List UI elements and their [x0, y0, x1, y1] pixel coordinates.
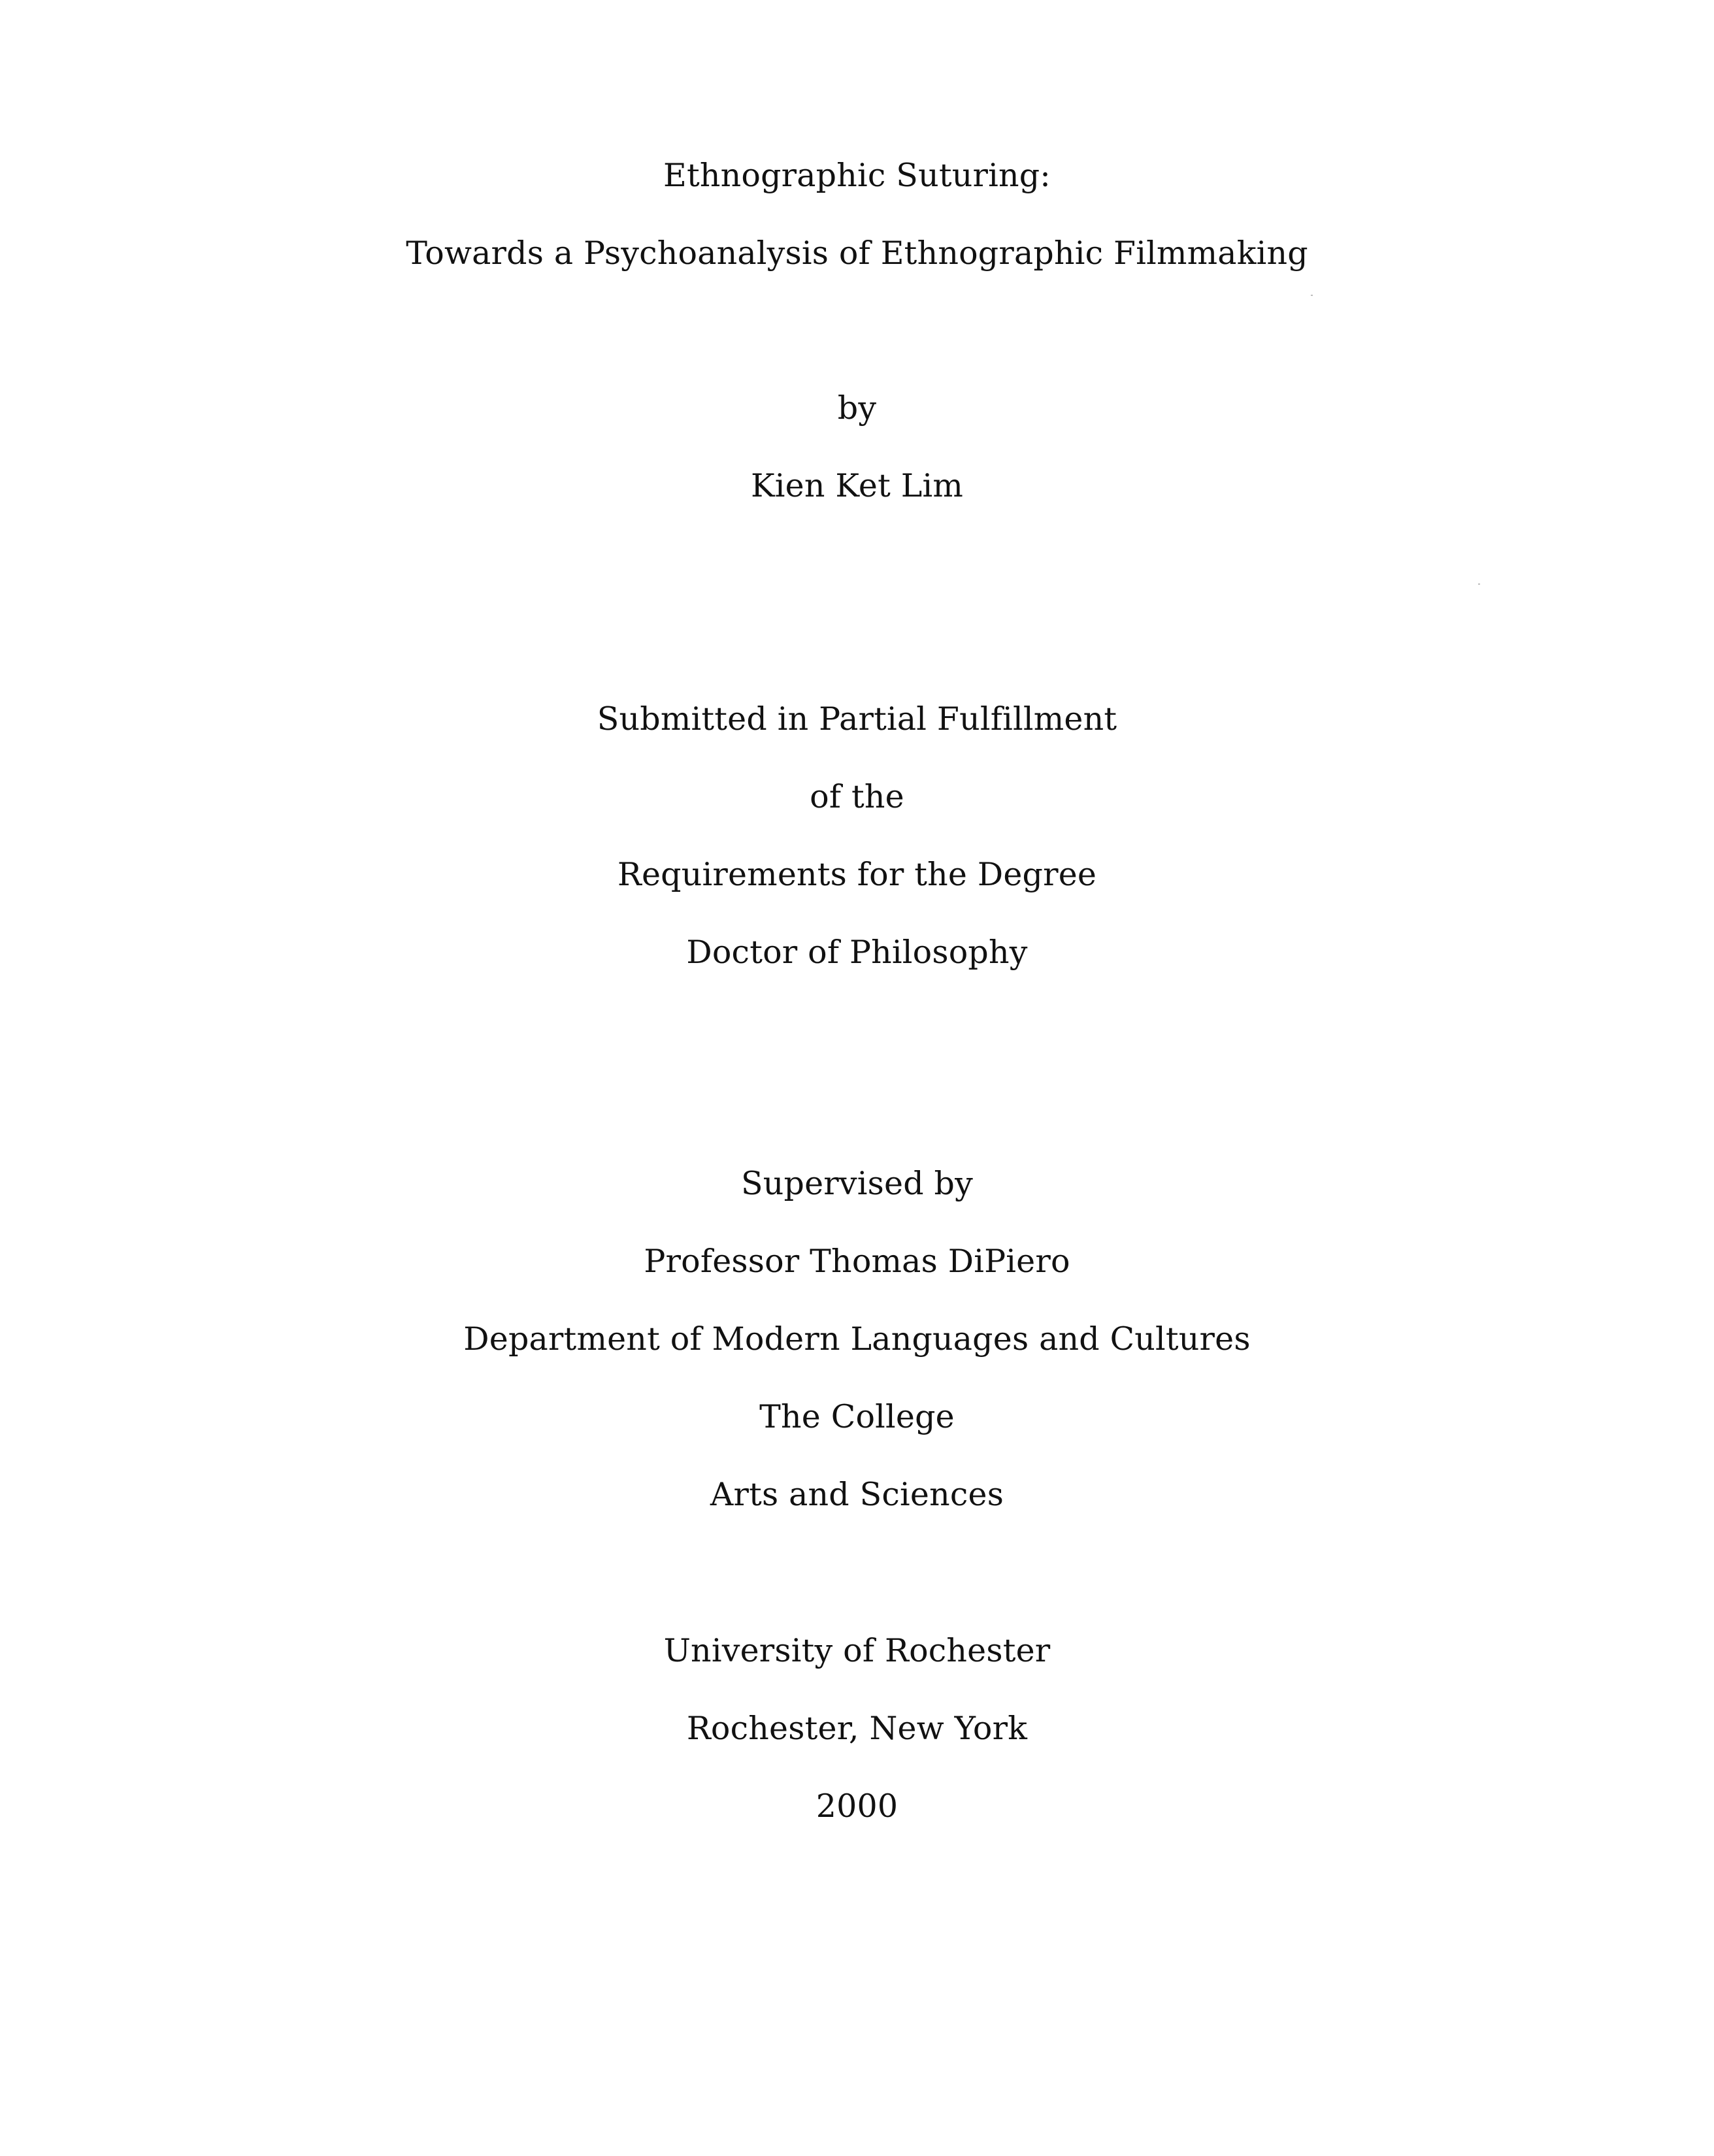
submission-line-2: of the: [810, 778, 904, 815]
submission-line-1: Submitted in Partial Fulfillment: [597, 700, 1117, 738]
by-label: by: [837, 389, 877, 427]
supervised-by-label: Supervised by: [740, 1165, 973, 1202]
university-location: Rochester, New York: [686, 1710, 1028, 1747]
degree-name: Doctor of Philosophy: [686, 934, 1028, 971]
college-name: The College: [759, 1398, 955, 1435]
title-line-1: Ethnographic Suturing:: [663, 157, 1051, 194]
author-name: Kien Ket Lim: [750, 467, 964, 504]
department-name: Department of Modern Languages and Cultures: [463, 1320, 1251, 1358]
division-name: Arts and Sciences: [710, 1476, 1004, 1513]
supervisor-name: Professor Thomas DiPiero: [644, 1243, 1070, 1280]
submission-line-3: Requirements for the Degree: [617, 856, 1097, 893]
title-line-2: Towards a Psychoanalysis of Ethnographic Filmmaking: [406, 235, 1308, 272]
university-name: University of Rochester: [663, 1632, 1051, 1669]
year: 2000: [816, 1788, 898, 1825]
scan-speck: [1478, 583, 1480, 585]
scan-speck: [1311, 295, 1313, 296]
